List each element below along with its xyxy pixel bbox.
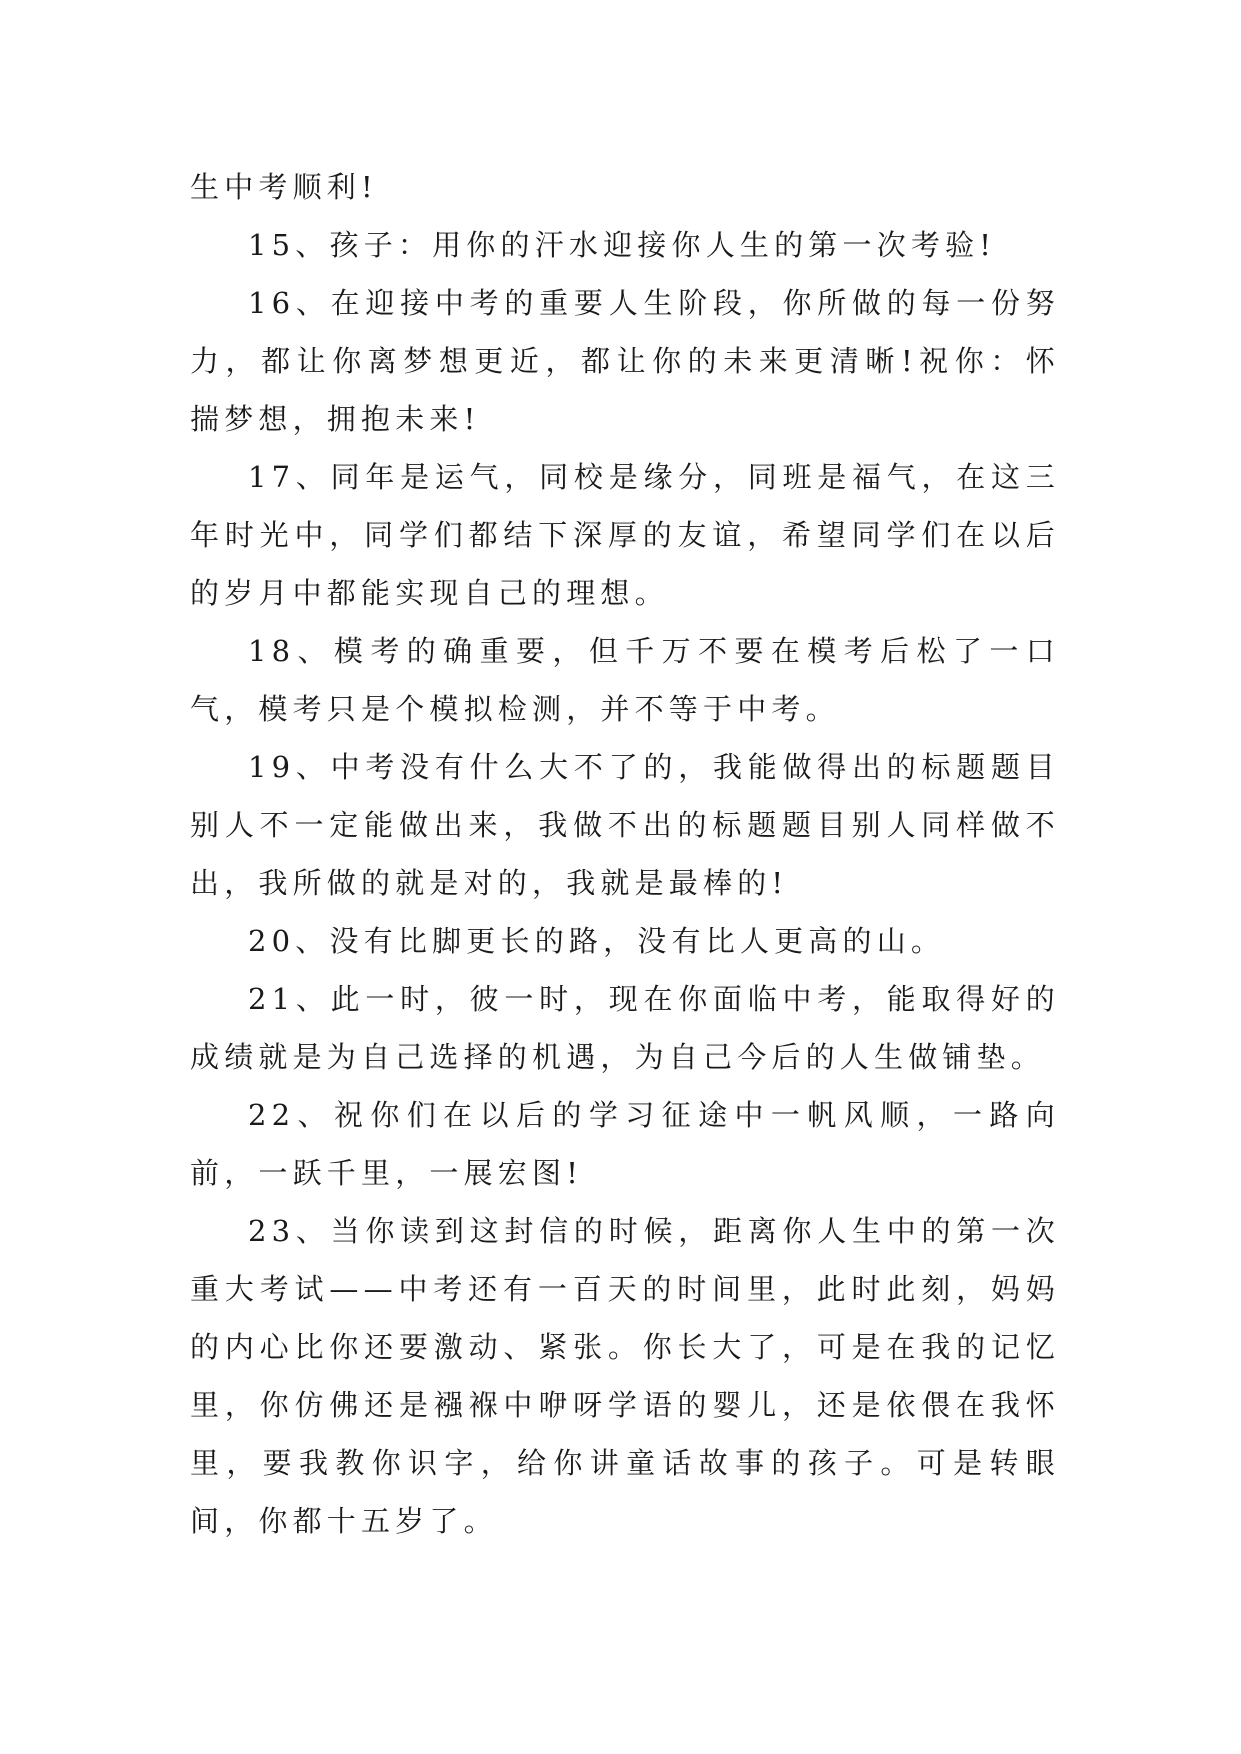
document-body [190, 158, 1060, 1550]
paragraph-16: 16、在迎接中考的重要人生阶段，你所做的每一份努力，都让你离梦想更近，都让你的未来更清晰!祝你：怀揣梦想，拥抱未来! [190, 286, 1060, 436]
paragraph-21: 21、此一时，彼一时，现在你面临中考，能取得好的成绩就是为自己选择的机遇，为自己今后的人生做铺垫。 [190, 982, 1060, 1074]
paragraph-17: 17、同年是运气，同校是缘分，同班是福气，在这三年时光中，同学们都结下深厚的友谊，希望同学们在以后的岁月中都能实现自己的理想。 [190, 460, 1060, 610]
paragraph-15: 15、孩子：用你的汗水迎接你人生的第一次考验! [248, 228, 997, 262]
paragraph-19: 19、中考没有什么大不了的，我能做得出的标题题目别人不一定能做出来，我做不出的标题题目别人同样做不出，我所做的就是对的，我就是最棒的! [190, 750, 1060, 900]
paragraph-continuation: 生中考顺利! [190, 170, 378, 204]
paragraph-23: 23、当你读到这封信的时候，距离你人生中的第一次重大考试——中考还有一百天的时间里，此时此刻，妈妈的内心比你还要激动、紧张。你长大了，可是在我的记忆里，你仿佛还是襁褓中咿呀学语的婴儿，还是依偎在我怀里，要我教你识字，给你讲童话故事的孩子。可是转眼间，你都十五岁了。 [190, 1214, 1060, 1538]
paragraph-18: 18、模考的确重要，但千万不要在模考后松了一口气，模考只是个模拟检测，并不等于中考。 [190, 634, 1060, 726]
paragraph-22: 22、祝你们在以后的学习征途中一帆风顺，一路向前，一跃千里，一展宏图! [190, 1098, 1060, 1190]
paragraph-20: 20、没有比脚更长的路，没有比人更高的山。 [248, 924, 946, 958]
